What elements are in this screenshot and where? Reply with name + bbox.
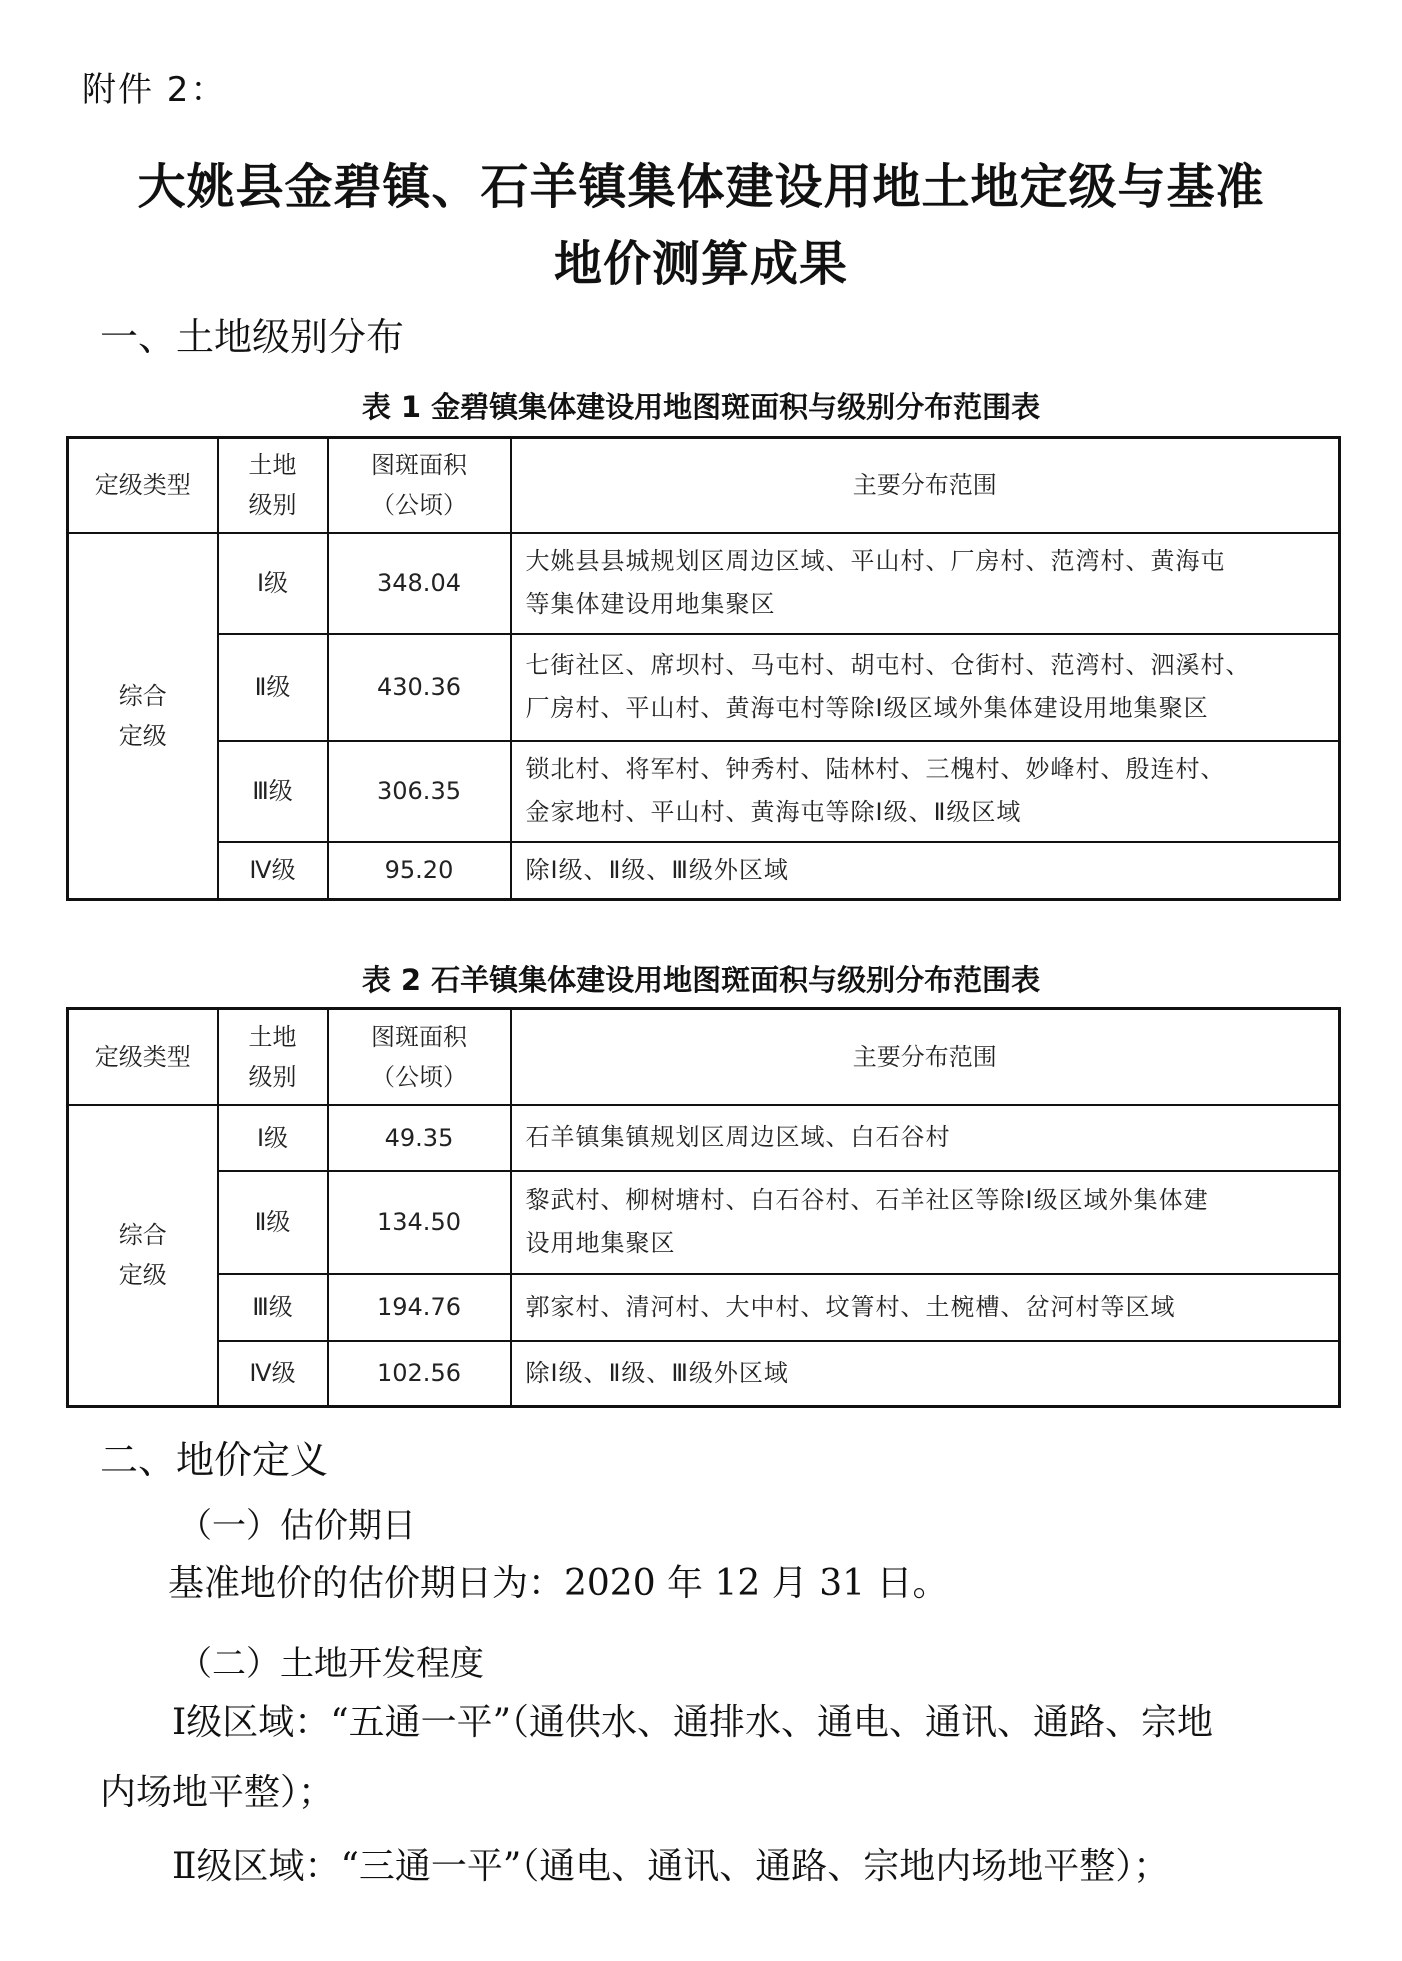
range-cell: 石羊镇集镇规划区周边区域、白石谷村 [511,1105,1340,1171]
table1-caption: 表 1 金碧镇集体建设用地图斑面积与级别分布范围表 [361,390,1041,424]
table1 [66,436,1341,901]
paragraph-valuation-date: 基准地价的估价期日为：2020 年 12 月 31 日。 [168,1563,949,1604]
level-cell: Ⅲ级 [218,1274,328,1341]
table-row [68,1105,1340,1171]
attachment-label: 附件 2： [82,70,227,110]
area-cell: 102.56 [328,1341,511,1407]
level-cell: Ⅲ级 [218,741,328,842]
document-title-line1: 大姚县金碧镇、石羊镇集体建设用地土地定级与基准 [137,159,1265,215]
document-title-line2: 地价测算成果 [553,236,848,292]
paragraph-level2: Ⅱ级区域：“三通一平”（通电、通讯、通路、宗地内场地平整）； [172,1846,1170,1887]
range-cell: 大姚县县城规划区周边区域、平山村、厂房村、范湾村、黄海屯 等集体建设用地集聚区 [511,533,1340,634]
table-row [68,533,1340,634]
table2 [66,1007,1341,1408]
level-cell: Ⅰ级 [218,533,328,634]
paragraph-level1-line2: 内场地平整）； [100,1772,335,1813]
type-cell: 综合 定级 [68,1105,218,1407]
table-row [68,1171,1340,1274]
table-header-row [68,1009,1340,1105]
table-row [68,1274,1340,1341]
paragraph-level1-line1: Ⅰ级区域：“五通一平”（通供水、通排水、通电、通讯、通路、宗地 [172,1702,1214,1743]
range-cell: 郭家村、清河村、大中村、坟箐村、土椀槽、岔河村等区域 [511,1274,1340,1341]
header-area: 图斑面积 （公顷） [328,438,511,533]
table-row [68,741,1340,842]
table2-caption: 表 2 石羊镇集体建设用地图斑面积与级别分布范围表 [361,963,1041,997]
area-cell: 430.36 [328,634,511,741]
header-type: 定级类型 [68,1009,218,1105]
table-header-row [68,438,1340,533]
range-cell: 锁北村、将军村、钟秀村、陆林村、三槐村、妙峰村、殷连村、 金家地村、平山村、黄海屯等除Ⅰ级、Ⅱ级区域 [511,741,1340,842]
header-type: 定级类型 [68,438,218,533]
type-cell: 综合 定级 [68,533,218,900]
level-cell: Ⅱ级 [218,1171,328,1274]
range-cell: 除Ⅰ级、Ⅱ级、Ⅲ级外区域 [511,1341,1340,1407]
table-row [68,842,1340,900]
area-cell: 95.20 [328,842,511,900]
level-cell: Ⅱ级 [218,634,328,741]
area-cell: 306.35 [328,741,511,842]
area-cell: 49.35 [328,1105,511,1171]
header-area: 图斑面积 （公顷） [328,1009,511,1105]
section-heading-2: 二、地价定义 [100,1438,329,1482]
area-cell: 194.76 [328,1274,511,1341]
header-level: 土地 级别 [218,1009,328,1105]
section-heading-1: 一、土地级别分布 [100,315,405,359]
level-cell: Ⅰ级 [218,1105,328,1171]
header-level: 土地 级别 [218,438,328,533]
range-cell: 除Ⅰ级、Ⅱ级、Ⅲ级外区域 [511,842,1340,900]
area-cell: 348.04 [328,533,511,634]
subsection-heading-1: （一）估价期日 [178,1506,416,1546]
range-cell: 黎武村、柳树塘村、白石谷村、石羊社区等除Ⅰ级区域外集体建 设用地集聚区 [511,1171,1340,1274]
level-cell: Ⅳ级 [218,842,328,900]
header-range: 主要分布范围 [511,1009,1340,1105]
subsection-heading-2: （二）土地开发程度 [178,1644,484,1684]
level-cell: Ⅳ级 [218,1341,328,1407]
range-cell: 七街社区、席坝村、马屯村、胡屯村、仓街村、范湾村、泗溪村、 厂房村、平山村、黄海屯村等除Ⅰ级区域外集体建设用地集聚区 [511,634,1340,741]
header-range: 主要分布范围 [511,438,1340,533]
table-row [68,1341,1340,1407]
area-cell: 134.50 [328,1171,511,1274]
table-row [68,634,1340,741]
